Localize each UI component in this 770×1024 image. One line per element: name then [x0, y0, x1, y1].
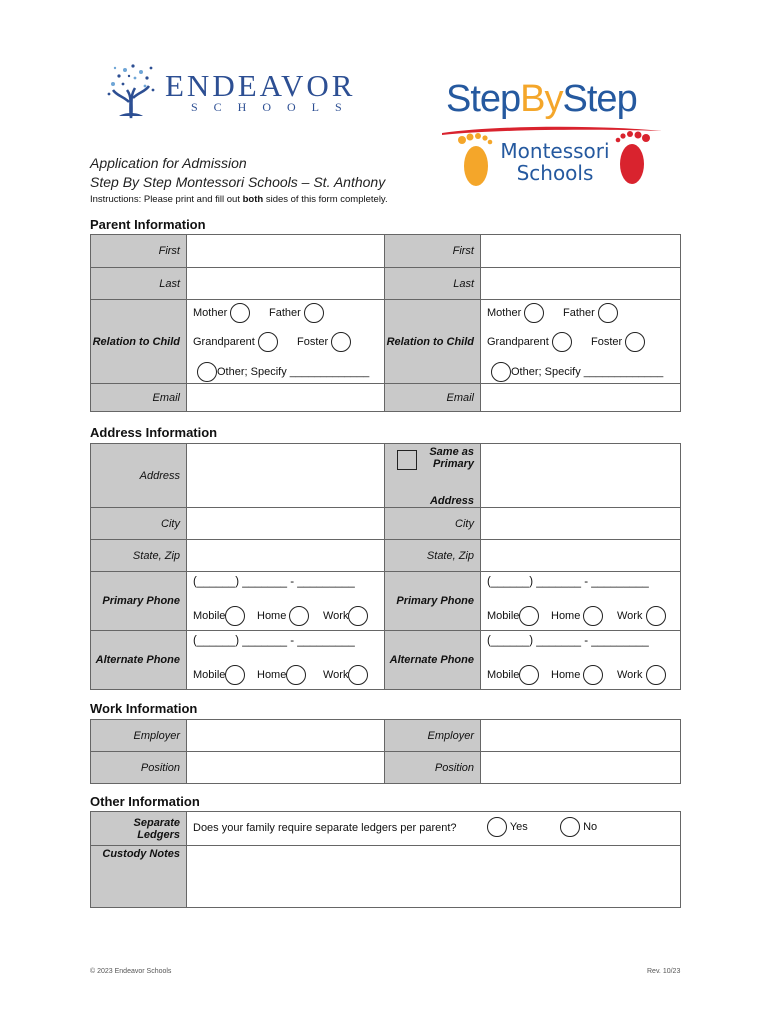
first-name-label-1: First — [91, 235, 187, 268]
city-field-2[interactable] — [481, 508, 681, 540]
instructions-text: Instructions: Please print and fill out — [90, 194, 243, 205]
employer-field-1[interactable] — [187, 720, 385, 752]
primary-phone-cell-1 — [187, 572, 385, 631]
other-label-1: Other; Specify _____________ — [217, 365, 370, 378]
home-label-a2: Home — [551, 668, 581, 681]
yes-label: Yes — [509, 820, 528, 833]
address-label-1: Address — [91, 444, 187, 508]
address-label-2-cell — [385, 444, 481, 508]
parent-info-heading: Parent Information — [90, 217, 206, 232]
work-info-heading: Work Information — [90, 701, 198, 716]
mobile-radio-p1[interactable] — [225, 606, 245, 626]
mother-label-2: Mother — [487, 306, 522, 319]
email-label-1: Email — [91, 384, 187, 412]
form-subtitle: Step By Step Montessori Schools – St. Anthony — [90, 174, 386, 190]
mother-label-1: Mother — [193, 306, 228, 319]
state-zip-label-2: State, Zip — [385, 540, 481, 572]
work-radio-p1[interactable] — [348, 606, 368, 626]
alternate-phone-cell-1 — [187, 631, 385, 690]
alternate-phone-cell-2 — [481, 631, 681, 690]
mobile-radio-p2[interactable] — [519, 606, 539, 626]
sbs-step-2: Step — [562, 78, 637, 120]
foster-label-1: Foster — [297, 335, 329, 348]
same-as-primary-label: Same as Primary — [429, 446, 474, 470]
state-zip-field-2[interactable] — [481, 540, 681, 572]
email-field-1[interactable] — [187, 384, 385, 412]
home-radio-a1[interactable] — [286, 665, 306, 685]
footer-revision: Rev. 10/23 — [647, 968, 681, 975]
address-label-2: Address — [429, 495, 474, 507]
primary-phone-label-2: Primary Phone — [385, 572, 481, 631]
primary-phone-label-1: Primary Phone — [91, 572, 187, 631]
orange-footprint-icon — [452, 132, 496, 188]
address-field-1[interactable] — [187, 444, 385, 508]
grandparent-label-2: Grandparent — [487, 335, 549, 348]
custody-notes-text: Custody Notes — [102, 848, 180, 860]
last-name-label-1: Last — [91, 268, 187, 300]
relation-options-2 — [481, 300, 681, 384]
other-radio-2[interactable] — [491, 362, 511, 382]
parent-info-table — [90, 234, 681, 412]
father-label-2: Father — [563, 306, 595, 319]
home-label-p1: Home — [257, 609, 287, 622]
endeavor-wordmark: ENDEAVOR — [165, 68, 356, 103]
no-label: No — [583, 820, 598, 833]
footer-copyright: © 2023 Endeavor Schools — [90, 968, 172, 975]
last-name-field-1[interactable] — [187, 268, 385, 300]
address-info-table — [90, 443, 681, 690]
position-label-1: Position — [91, 752, 187, 784]
other-info-heading: Other Information — [90, 794, 200, 809]
address-field-2[interactable] — [481, 444, 681, 508]
custody-notes-field[interactable] — [187, 846, 681, 908]
instructions-text-end: sides of this form completely. — [263, 194, 388, 205]
work-radio-a1[interactable] — [348, 665, 368, 685]
sbs-montessori: Montessori — [500, 139, 610, 163]
home-label-a1: Home — [257, 668, 287, 681]
foster-radio-2[interactable] — [625, 332, 645, 352]
email-field-2[interactable] — [481, 384, 681, 412]
employer-label-2: Employer — [385, 720, 481, 752]
alternate-phone-field-1[interactable]: (______) _______ - _________ — [193, 635, 355, 647]
father-radio-1[interactable] — [304, 303, 324, 323]
separate-ledgers-cell — [187, 812, 681, 846]
city-label-1: City — [91, 508, 187, 540]
father-radio-2[interactable] — [598, 303, 618, 323]
email-label-2: Email — [385, 384, 481, 412]
alternate-phone-field-2[interactable]: (______) _______ - _________ — [487, 635, 649, 647]
father-label-1: Father — [269, 306, 301, 319]
tree-icon — [105, 62, 157, 120]
relation-label-1: Relation to Child — [91, 300, 187, 384]
other-info-table — [90, 811, 681, 908]
custody-notes-label — [91, 846, 187, 908]
city-field-1[interactable] — [187, 508, 385, 540]
work-info-table — [90, 719, 681, 784]
first-name-field-2[interactable] — [481, 235, 681, 268]
first-name-label-2: First — [385, 235, 481, 268]
home-radio-a2[interactable] — [583, 665, 603, 685]
step-by-step-logo — [440, 78, 665, 190]
city-label-2: City — [385, 508, 481, 540]
primary-phone-field-1[interactable]: (______) _______ - _________ — [193, 576, 355, 588]
work-label-p1: Work — [323, 609, 349, 622]
relation-options-1 — [187, 300, 385, 384]
mobile-label-a1: Mobile — [193, 668, 226, 681]
same-as-primary-checkbox[interactable] — [397, 450, 417, 470]
foster-radio-1[interactable] — [331, 332, 351, 352]
no-radio[interactable] — [560, 817, 580, 837]
mobile-label-p2: Mobile — [487, 609, 520, 622]
mother-radio-1[interactable] — [230, 303, 250, 323]
separate-ledgers-label: Separate Ledgers — [91, 812, 187, 846]
position-field-2[interactable] — [481, 752, 681, 784]
home-radio-p2[interactable] — [583, 606, 603, 626]
instructions — [90, 194, 388, 205]
work-label-a2: Work — [617, 668, 643, 681]
primary-phone-field-2[interactable]: (______) _______ - _________ — [487, 576, 649, 588]
relation-label-2: Relation to Child — [385, 300, 481, 384]
mobile-radio-a1[interactable] — [225, 665, 245, 685]
position-field-1[interactable] — [187, 752, 385, 784]
mobile-radio-a2[interactable] — [519, 665, 539, 685]
sbs-step-1: Step — [446, 78, 521, 120]
mobile-label-p1: Mobile — [193, 609, 226, 622]
alternate-phone-label-2: Alternate Phone — [385, 631, 481, 690]
employer-field-2[interactable] — [481, 720, 681, 752]
work-radio-p2[interactable] — [646, 606, 666, 626]
instructions-bold: both — [242, 194, 264, 205]
work-label-a1: Work — [323, 668, 349, 681]
mother-radio-2[interactable] — [524, 303, 544, 323]
sbs-tagline — [495, 140, 615, 184]
form-title: Application for Admission — [90, 155, 247, 171]
last-name-label-2: Last — [385, 268, 481, 300]
sbs-by: By — [520, 78, 563, 120]
step-by-step-wordmark — [446, 78, 637, 121]
mobile-label-a2: Mobile — [487, 668, 520, 681]
first-name-field-1[interactable] — [187, 235, 385, 268]
grandparent-radio-1[interactable] — [258, 332, 278, 352]
yes-radio[interactable] — [487, 817, 507, 837]
state-zip-field-1[interactable] — [187, 540, 385, 572]
separate-ledgers-question: Does your family require separate ledgers per parent? — [193, 822, 457, 834]
last-name-field-2[interactable] — [481, 268, 681, 300]
grandparent-radio-2[interactable] — [552, 332, 572, 352]
primary-phone-cell-2 — [481, 572, 681, 631]
home-radio-p1[interactable] — [289, 606, 309, 626]
other-label-2: Other; Specify _____________ — [511, 365, 664, 378]
foster-label-2: Foster — [591, 335, 623, 348]
endeavor-logo — [105, 62, 358, 122]
work-label-p2: Work — [617, 609, 643, 622]
position-label-2: Position — [385, 752, 481, 784]
other-radio-1[interactable] — [197, 362, 217, 382]
work-radio-a2[interactable] — [646, 665, 666, 685]
red-footprint-icon — [612, 130, 656, 186]
grandparent-label-1: Grandparent — [193, 335, 255, 348]
state-zip-label-1: State, Zip — [91, 540, 187, 572]
employer-label-1: Employer — [91, 720, 187, 752]
endeavor-subword: SCHOOLS — [191, 100, 358, 114]
alternate-phone-label-1: Alternate Phone — [91, 631, 187, 690]
sbs-schools: Schools — [516, 161, 594, 185]
home-label-p2: Home — [551, 609, 581, 622]
address-info-heading: Address Information — [90, 425, 218, 440]
